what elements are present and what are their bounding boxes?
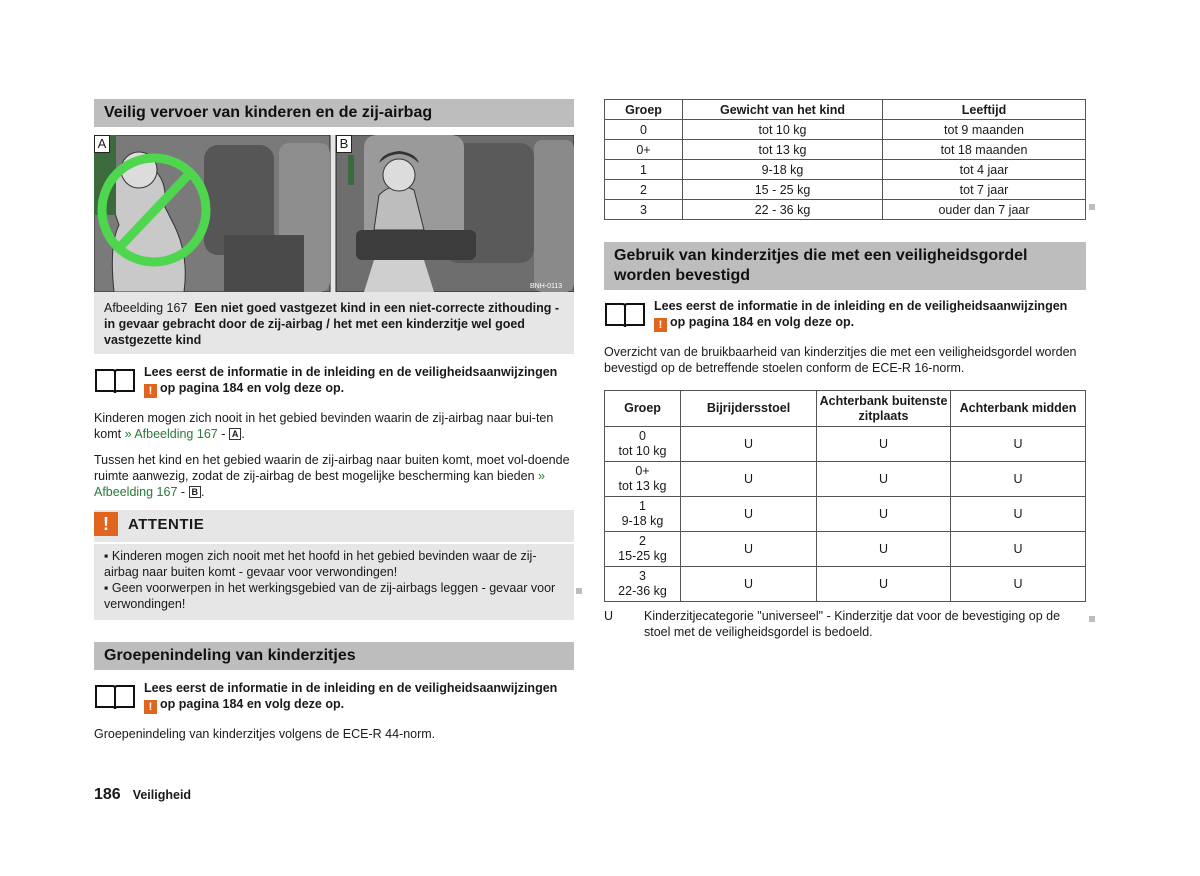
u-legend-key: U xyxy=(604,609,614,623)
table-cell: tot 7 jaar xyxy=(883,180,1086,200)
seat-usability-table xyxy=(604,390,1086,602)
table-row xyxy=(605,427,1086,462)
figure-key-a: A xyxy=(229,428,242,440)
section-title-groups: Groepenindeling van kinderzitjes xyxy=(94,642,574,670)
group-number: 0+ xyxy=(635,464,650,478)
table-cell: ouder dan 7 jaar xyxy=(883,200,1086,220)
table-cell: 9-18 kg xyxy=(683,160,883,180)
figure-167 xyxy=(94,135,574,354)
table-cell: U xyxy=(681,567,817,602)
table-cell: U xyxy=(681,427,817,462)
paragraph-2: Tussen het kind en het gebied waarin de zij-airbag naar buiten komt, moet vol-doende ruimte aanwezig, zodat de zij-airbag de best mogelijke bescherming kan bieden » Afbeelding 167 - B . xyxy=(94,453,570,499)
group-weight-table xyxy=(604,99,1086,220)
table-row xyxy=(605,497,1086,532)
page-footer xyxy=(94,786,191,804)
exclamation-icon: ! xyxy=(94,512,118,536)
table-header: Bijrijdersstoel xyxy=(681,391,817,427)
figure-caption-text: Een niet goed vastgezet kind in een niet-correcte zithouding - in gevaar gebracht door de zij-airbag / het met een kinderzitje wel goed vastgezette kind xyxy=(104,301,559,347)
right-column xyxy=(604,99,1086,640)
table-row xyxy=(605,160,1086,180)
read-first-note xyxy=(94,364,574,398)
paragraph-3: Groepenindeling van kinderzitjes volgens de ECE-R 44-norm. xyxy=(94,727,436,741)
figure-link-1[interactable]: » Afbeelding 167 xyxy=(124,427,218,441)
figure-code: BNH-0113 xyxy=(530,283,563,290)
table-row xyxy=(605,462,1086,497)
u-legend-text: Kinderzitjecategorie "universeel" - Kinderzitje dat voor de bevestiging op de stoel met de veiligheidsgordel is bedoeld. xyxy=(644,609,1061,639)
table-cell xyxy=(605,532,681,567)
table-cell: 0 xyxy=(605,120,683,140)
end-marker xyxy=(1089,204,1095,210)
table-row xyxy=(605,200,1086,220)
read-first-line2: op pagina 184 en volg deze op. xyxy=(160,381,345,395)
table-cell: 15 - 25 kg xyxy=(683,180,883,200)
read-first-note-2 xyxy=(94,680,574,714)
end-marker xyxy=(1089,616,1095,622)
table-cell: 0+ xyxy=(605,140,683,160)
table-cell: U xyxy=(817,567,951,602)
table-cell: U xyxy=(951,462,1086,497)
table-row xyxy=(605,120,1086,140)
table-header: Groep xyxy=(605,391,681,427)
group-weight: tot 13 kg xyxy=(618,479,667,493)
table-header-row xyxy=(605,391,1086,427)
paragraph-4: Overzicht van de bruikbaarheid van kinderzitjes die met een veiligheidsgordel worden bevestigd op de betreffende stoelen conform de ECE-R 16-norm. xyxy=(604,345,1077,375)
figure-illustration xyxy=(94,135,574,292)
group-weight: tot 10 kg xyxy=(618,444,667,458)
group-number: 3 xyxy=(639,569,646,583)
divider xyxy=(94,542,574,544)
paragraph-1-text: Kinderen mogen zich nooit in het gebied bevinden waarin de zij-airbag naar bui-ten komt xyxy=(94,411,554,441)
table-cell xyxy=(605,567,681,602)
group-weight: 22-36 kg xyxy=(618,584,667,598)
attentie-title: ATTENTIE xyxy=(128,515,205,533)
group-number: 1 xyxy=(639,499,646,513)
table-cell: U xyxy=(951,567,1086,602)
table-cell xyxy=(605,427,681,462)
table-cell: U xyxy=(951,532,1086,567)
table-row xyxy=(605,532,1086,567)
section-title-side-airbag: Veilig vervoer van kinderen en de zij-airbag xyxy=(94,99,574,127)
table-cell: tot 10 kg xyxy=(683,120,883,140)
figure-label-a: A xyxy=(94,135,110,153)
table-header: Achterbank midden xyxy=(951,391,1086,427)
end-marker xyxy=(576,588,582,594)
table-cell: U xyxy=(951,427,1086,462)
table-cell: 1 xyxy=(605,160,683,180)
read-first-2-line2: op pagina 184 en volg deze op. xyxy=(160,697,345,711)
section-title-belt-seats: Gebruik van kinderzitjes die met een veiligheidsgordel worden bevestigd xyxy=(604,242,1086,290)
warning-icon: ! xyxy=(144,384,157,398)
book-icon xyxy=(94,366,136,396)
group-number: 2 xyxy=(639,534,646,548)
figure-caption xyxy=(94,292,574,354)
left-column xyxy=(94,99,574,742)
table-header: Leeftijd xyxy=(883,100,1086,120)
table-cell xyxy=(605,497,681,532)
table-cell: U xyxy=(681,497,817,532)
read-first-2-line1: Lees eerst de informatie in de inleiding en de veiligheidsaanwijzingen xyxy=(144,681,558,695)
figure-images xyxy=(94,135,574,292)
read-first-3-line2: op pagina 184 en volg deze op. xyxy=(670,315,855,329)
attentie-item-2: ▪ Geen voorwerpen in het werkingsgebied van de zij-airbags leggen - gevaar voor verwondingen! xyxy=(104,581,556,611)
group-number: 0 xyxy=(639,429,646,443)
table-cell: U xyxy=(681,462,817,497)
figure-label-b: B xyxy=(336,135,352,153)
table-cell xyxy=(605,462,681,497)
table-header: Groep xyxy=(605,100,683,120)
page-section: Veiligheid xyxy=(132,788,192,802)
attentie-box xyxy=(94,510,574,620)
table-cell: tot 4 jaar xyxy=(883,160,1086,180)
page-number: 186 xyxy=(94,786,121,803)
read-first-line1: Lees eerst de informatie in de inleiding en de veiligheidsaanwijzingen xyxy=(144,365,558,379)
table-cell: tot 18 maanden xyxy=(883,140,1086,160)
group-weight: 9-18 kg xyxy=(621,514,664,528)
warning-icon: ! xyxy=(144,700,157,714)
table-cell: U xyxy=(817,427,951,462)
table-header: Achterbank buitenste zitplaats xyxy=(817,391,951,427)
table-cell: U xyxy=(817,532,951,567)
table-row xyxy=(605,180,1086,200)
table-cell: U xyxy=(817,497,951,532)
group-weight: 15-25 kg xyxy=(618,549,667,563)
figure-caption-prefix: Afbeelding 167 xyxy=(104,301,188,315)
table-header: Gewicht van het kind xyxy=(683,100,883,120)
paragraph-2-text: Tussen het kind en het gebied waarin de zij-airbag naar buiten komt, moet vol-doende ruimte aanwezig, zodat de zij-airbag de best mogelijke bescherming kan bieden xyxy=(94,453,570,483)
read-first-note-3 xyxy=(604,298,1086,332)
figure-link-2[interactable]: » Afbeelding 167 xyxy=(94,469,545,499)
table-cell: U xyxy=(951,497,1086,532)
table-cell: 3 xyxy=(605,200,683,220)
table-cell: U xyxy=(681,532,817,567)
table-cell: 2 xyxy=(605,180,683,200)
table-cell: tot 9 maanden xyxy=(883,120,1086,140)
book-icon xyxy=(94,682,136,712)
table-cell: U xyxy=(817,462,951,497)
attentie-item-1: ▪ Kinderen mogen zich nooit met het hoofd in het gebied bevinden waar de zij-airbag naar buiten komt - gevaar voor verwondingen! xyxy=(104,549,537,579)
table-cell: tot 13 kg xyxy=(683,140,883,160)
book-icon xyxy=(604,300,646,330)
u-legend xyxy=(604,608,1086,640)
figure-key-b: B xyxy=(189,486,202,498)
table-row xyxy=(605,567,1086,602)
warning-icon: ! xyxy=(654,318,667,332)
read-first-3-line1: Lees eerst de informatie in de inleiding en de veiligheidsaanwijzingen xyxy=(654,299,1068,313)
table-cell: 22 - 36 kg xyxy=(683,200,883,220)
table-header-row xyxy=(605,100,1086,120)
table-row xyxy=(605,140,1086,160)
paragraph-1: Kinderen mogen zich nooit in het gebied bevinden waarin de zij-airbag naar bui-ten komt » Afbeelding 167 - A . xyxy=(94,411,554,441)
